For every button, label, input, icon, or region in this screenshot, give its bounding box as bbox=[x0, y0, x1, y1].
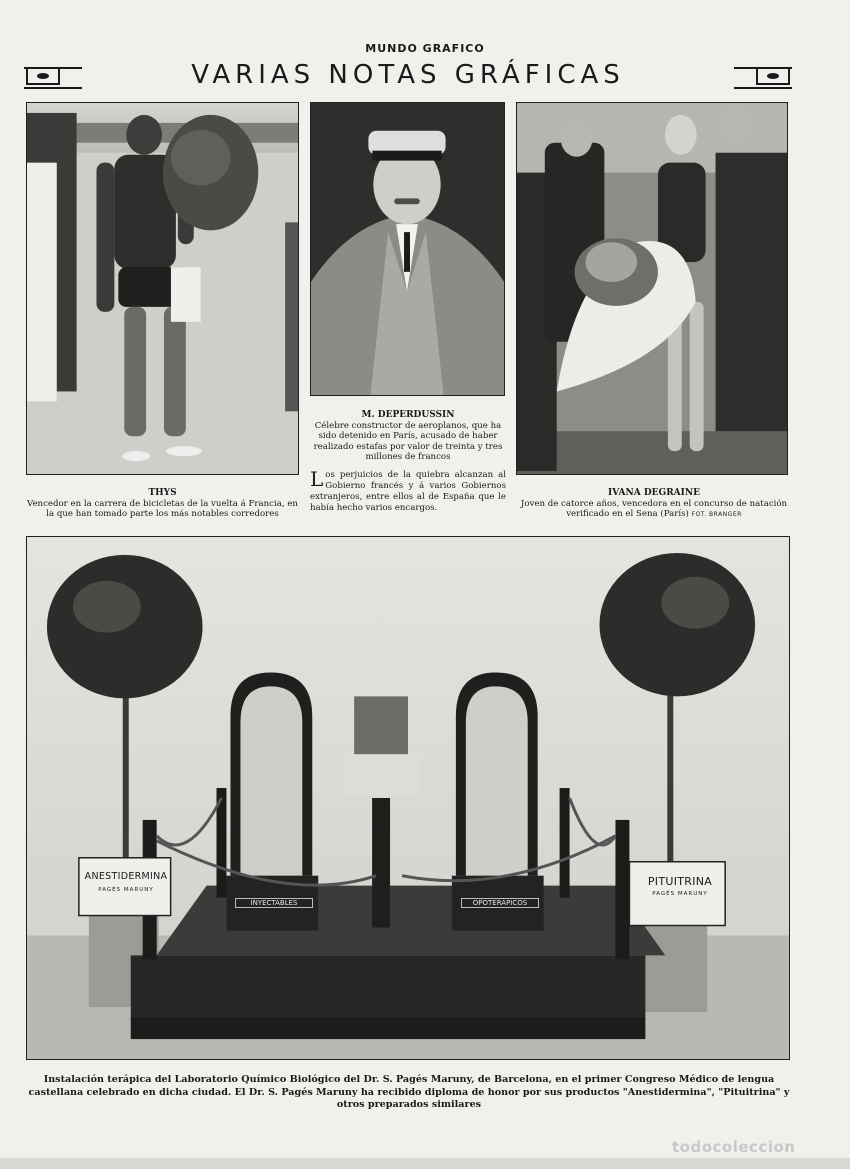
note-text: os perjuicios de la quiebra alcanzan al Gobierno francés y á varios Gobiernos extranjeros, entre ellos al de España que le había hecho varios encargos. bbox=[310, 470, 506, 513]
sign-pituitrina-sub: PAGÉS MARUNY bbox=[652, 891, 708, 897]
title-banner bbox=[24, 58, 792, 92]
page-title: VARIAS NOTAS GRÁFICAS bbox=[82, 59, 734, 91]
caption-degraine bbox=[516, 488, 792, 521]
ornament-left-icon bbox=[26, 67, 60, 85]
exhibit-photo-image bbox=[27, 537, 789, 1059]
sign-pituitrina: PITUITRINA bbox=[647, 875, 713, 888]
cabinet-label-opoterapicos: OPOTERÁPICOS bbox=[461, 898, 539, 908]
photo-credit: FOT. BRANGER bbox=[691, 511, 742, 518]
caption-thys bbox=[26, 488, 299, 520]
caption-thys-text: Vencedor en la carrera de bicicletas de la vuelta á Francia, en la que han tomado parte los más notables corredores bbox=[27, 498, 298, 519]
ornament-right-icon bbox=[756, 67, 790, 85]
masthead: MUNDO GRAFICO bbox=[365, 42, 485, 55]
bankruptcy-note bbox=[310, 467, 506, 514]
photo-thys bbox=[26, 102, 299, 475]
page-bottom-edge bbox=[0, 1158, 850, 1169]
swimmer-photo-image bbox=[517, 103, 787, 474]
sign-anestidermina-sub: PAGÉS MARUNY bbox=[98, 887, 154, 893]
caption-thys-name: THYS bbox=[148, 488, 177, 498]
caption-deperdussin bbox=[310, 410, 506, 463]
portrait-photo-image bbox=[311, 103, 504, 395]
photo-exhibit bbox=[26, 536, 790, 1060]
cyclist-photo-image bbox=[27, 103, 298, 474]
sign-anestidermina: ANESTIDERMINA bbox=[84, 871, 168, 882]
photo-degraine bbox=[516, 102, 788, 475]
exhibit-caption: Instalación terápica del Laboratorio Químico Biológico del Dr. S. Pagés Maruny, de Barcelona, en el primer Congreso Médico de lengua castellana celebrado en dicha ciudad. El Dr. S. Pagés Maruny ha recibido diploma de honor por sus productos "Anestidermina", "Pituitrina" y otros preparados similares bbox=[28, 1074, 790, 1110]
photo-deperdussin bbox=[310, 102, 505, 396]
caption-degraine-text: Joven de catorce años, vencedora en el concurso de natación verificado en el Sena (París) bbox=[520, 498, 788, 519]
watermark: todocoleccion bbox=[672, 1138, 796, 1156]
caption-degraine-name: IVANA DEGRAINE bbox=[608, 488, 700, 498]
note-drop-cap: L bbox=[310, 467, 324, 491]
caption-deperdussin-text: Célebre constructor de aeroplanos, que ha sido detenido en París, acusado de haber realizado estafas por valor de treinta y tres millones de francos bbox=[313, 420, 503, 462]
cabinet-label-inyectables: INYECTABLES bbox=[235, 898, 313, 908]
caption-deperdussin-name: M. DEPERDUSSIN bbox=[361, 410, 455, 420]
